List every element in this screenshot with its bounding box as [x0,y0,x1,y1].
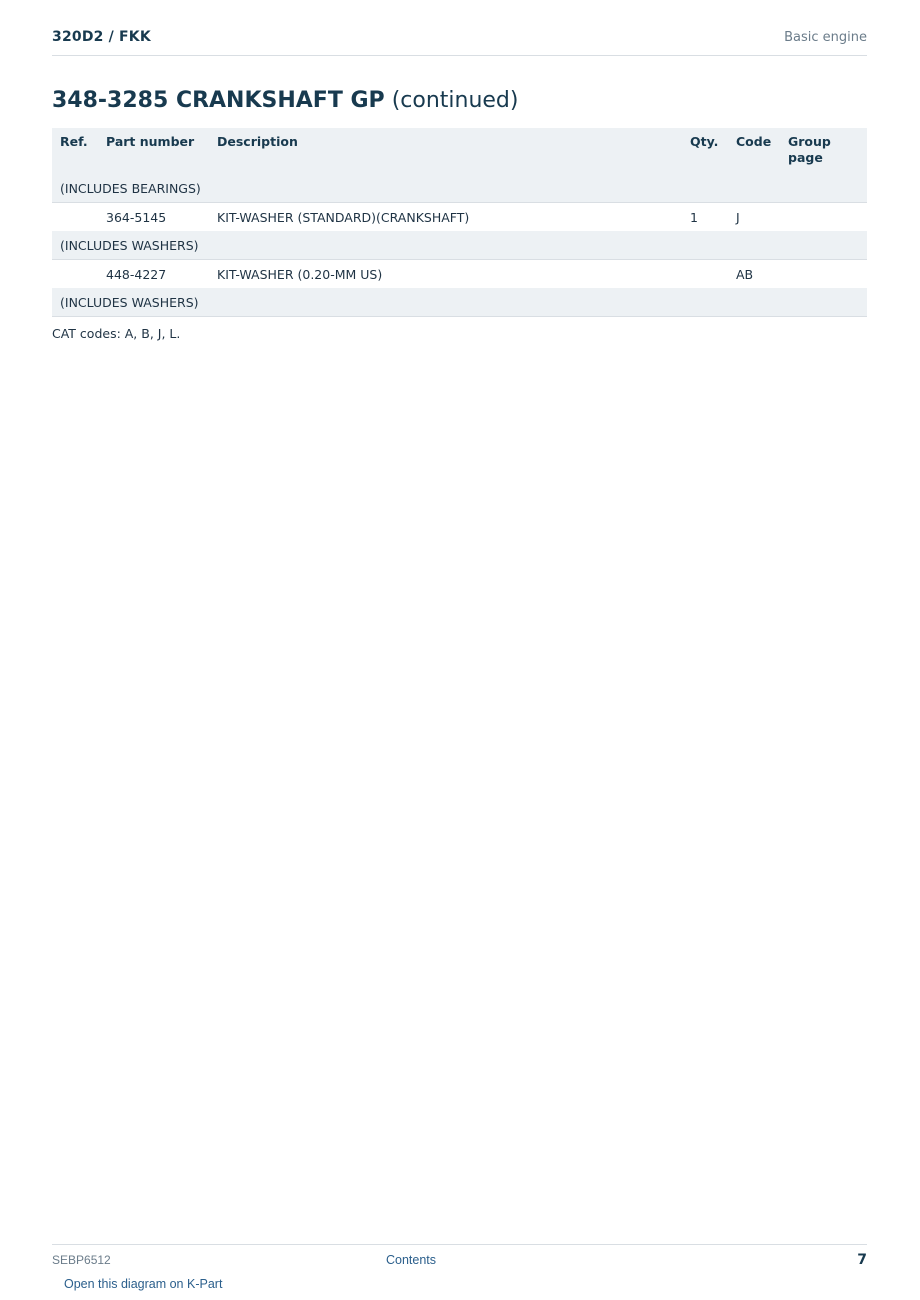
section-label: Basic engine [784,30,867,45]
ref-cell [52,203,98,232]
ref-cell [52,260,98,289]
col-description-header: Description [209,128,682,166]
col-ref-header: Ref. [52,128,98,166]
group-page-cell [780,260,867,289]
table-row-note [52,174,867,203]
group-page-cell [780,203,867,232]
document-id: SEBP6512 [52,1253,111,1267]
note-cell: (INCLUDES WASHERS) [52,231,867,260]
code-cell: AB [736,266,754,282]
contents-link[interactable]: Contents [386,1253,437,1267]
table-header-gap [52,166,867,174]
header-gap-cell [52,166,867,174]
title-suffix: (continued) [391,88,519,113]
model-label: 320D2 / FKK [52,29,151,45]
table-row-note [52,288,867,317]
col-qty-header: Qty. [682,128,728,166]
col-part-number-header: Part number [98,128,209,166]
title-part: 348-3285 CRANKSHAFT GP [52,88,385,113]
table-header-row [52,128,867,166]
page-header [52,28,867,56]
note-cell: (INCLUDES WASHERS) [52,288,867,317]
qty-cell: 1 [690,209,698,225]
cat-codes-note: CAT codes: A, B, J, L. [52,326,181,341]
footer-divider [52,1244,867,1245]
part-number-cell: 448-4227 [106,266,167,282]
page-number: 7 [857,1252,867,1268]
table-row-note [52,231,867,260]
part-number-cell: 364-5145 [106,209,167,225]
description-cell: KIT-WASHER (STANDARD)(CRANKSHAFT) [217,209,470,225]
qty-cell [682,260,728,289]
note-cell: (INCLUDES BEARINGS) [52,174,867,203]
page-title [52,88,518,113]
table-row [52,260,867,289]
table-row [52,203,867,232]
col-group-page-header: Group page [780,128,867,166]
parts-table [52,128,867,317]
col-code-header: Code [728,128,780,166]
description-cell: KIT-WASHER (0.20-MM US) [217,266,383,282]
kpart-link[interactable]: Open this diagram on K-Part [64,1277,223,1291]
code-cell: J [736,209,740,225]
